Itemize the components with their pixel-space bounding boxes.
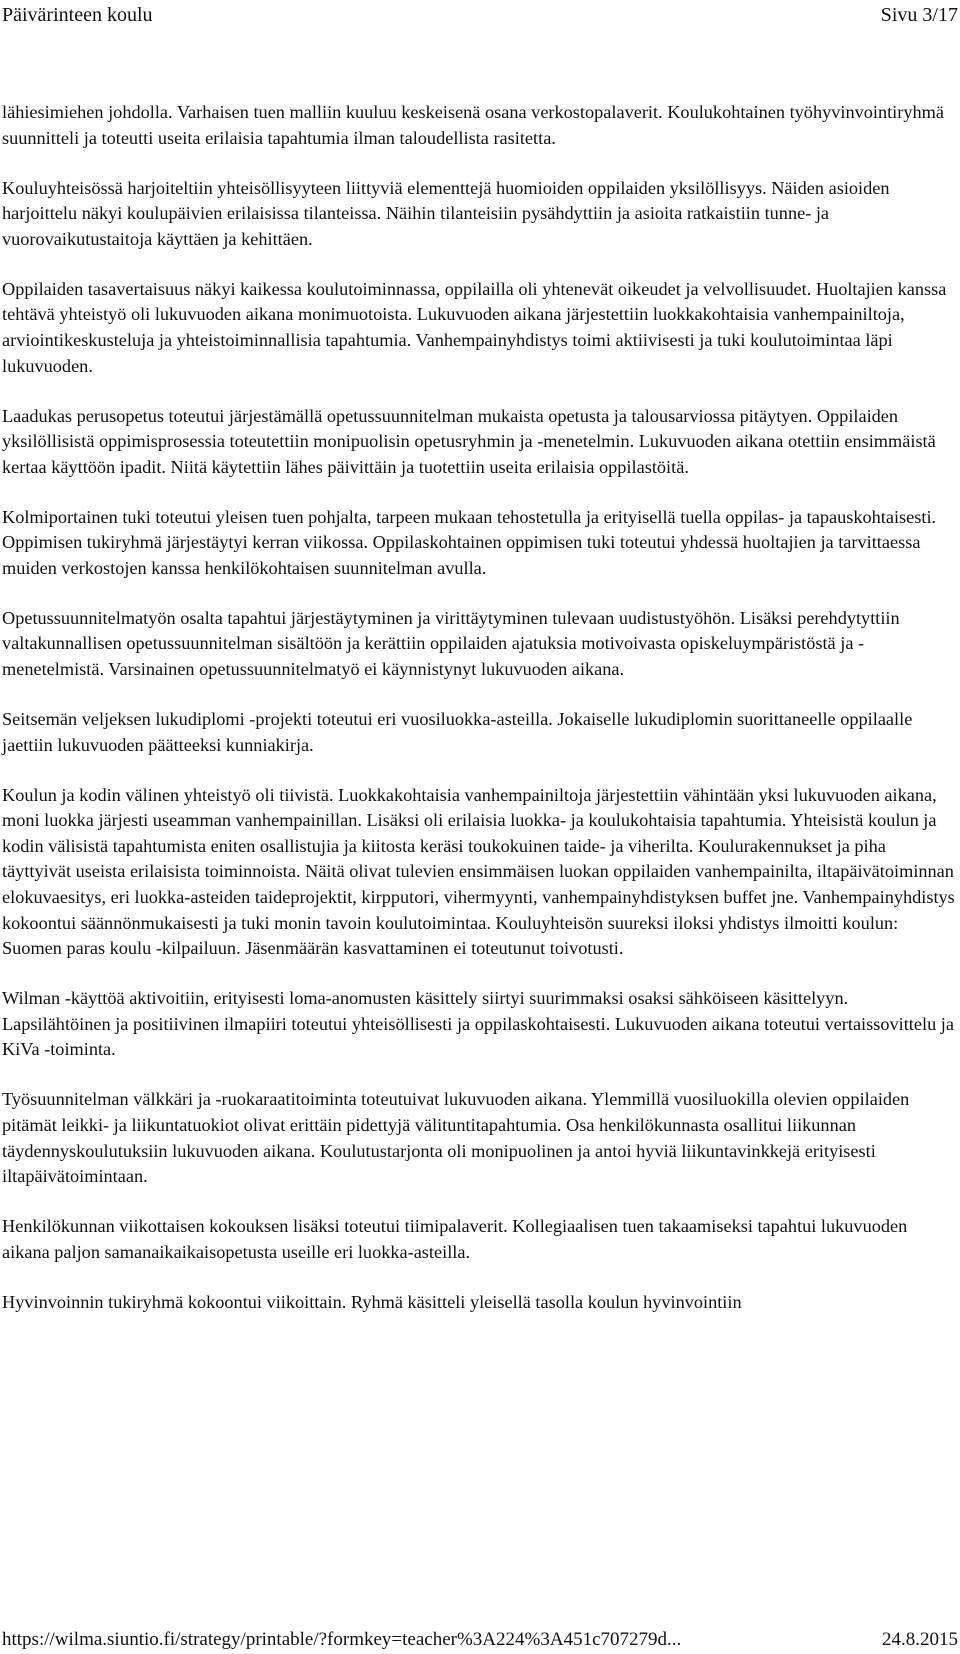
print-url: https://wilma.siuntio.fi/strategy/printable/?formkey=teacher%3A224%3A451c707279d... (2, 1629, 682, 1650)
page-footer (2, 1626, 958, 1652)
school-title: Päivärinteen koulu (2, 4, 153, 26)
paragraph: Laadukas perusopetus toteutui järjestämällä opetussuunnitelman mukaista opetusta ja talousarviossa pitäytyen. Oppilaiden yksilöllisistä oppimisprosessia toteutettiin monipuolisin opetusryhmin ja -menetelmin. Lukuvuoden aikana otettiin ensimmäistä kertaa käyttöön ipadit. Niitä käytettiin lähes päivittäin ja tuotettiin useita erilaisia oppilastöitä. (2, 405, 936, 477)
paragraph: lähiesimiehen johdolla. Varhaisen tuen malliin kuuluu keskeisenä osana verkostopalaverit. Koulukohtainen työhyvinvointiryhmä suunnitteli ja toteutti useita erilaisia tapahtumia ilman taloudellista rasitetta. (2, 102, 944, 148)
paragraph: Wilman -käyttöä aktivoitiin, erityisesti loma-anomusten käsittely siirtyi suurimmaksi osaksi sähköiseen käsittelyyn. Lapsilähtöinen ja positiivinen ilmapiiri toteutui yhteisöllisesti ja oppilaskohtaisesti. Lukuvuoden aikana toteutui vertaissovittelu ja KiVa -toiminta. (2, 988, 954, 1060)
page-number: Sivu 3/17 (880, 4, 958, 26)
paragraph: Oppilaiden tasavertaisuus näkyi kaikessa koulutoiminnassa, oppilailla oli yhtenevät oikeudet ja velvollisuudet. Huoltajien kanssa tehtävä yhteistyö oli lukuvuoden aikana monimuotoista. Lukuvuoden aikana järjestettiin luokkakohtaisia vanhempainiltoja, arviointikeskusteluja ja yhteistoiminnallisia tapahtumia. Vanhempainyhdistys toimi aktiivisesti ja tuki koulutoimintaa läpi lukuvuoden. (2, 278, 947, 376)
document-body (2, 100, 956, 1340)
page-header (2, 2, 958, 32)
paragraph: Seitsemän veljeksen lukudiplomi -projekti toteutui eri vuosiluokka-asteilla. Jokaiselle lukudiplomin suorittaneelle oppilaalle jaettiin lukuvuoden päätteeksi kunniakirja. (2, 709, 913, 755)
print-date: 24.8.2015 (882, 1629, 958, 1650)
paragraph: Hyvinvoinnin tukiryhmä kokoontui viikoittain. Ryhmä käsitteli yleisellä tasolla koulun hyvinvointiin (2, 1291, 742, 1312)
paragraph: Kouluyhteisössä harjoiteltiin yhteisöllisyyteen liittyviä elementtejä huomioiden oppilaiden yksilöllisyys. Näiden asioiden harjoittelu näkyi koulupäivien erilaisissa tilanteissa. Näihin tilanteisiin pysähdyttiin ja asioita ratkaistiin tunne- ja vuorovaikutustaitoja käyttäen ja kehittäen. (2, 177, 890, 249)
paragraph: Henkilökunnan viikottaisen kokouksen lisäksi toteutui tiimipalaverit. Kollegiaalisen tuen takaamiseksi tapahtui lukuvuoden aikana paljon samanaikaikaisopetusta useille eri luokka-asteilla. (2, 1216, 908, 1262)
paragraph: Opetussuunnitelmatyön osalta tapahtui järjestäytyminen ja virittäytyminen tulevaan uudistustyöhön. Lisäksi perehdytyttiin valtakunnallisen opetussuunnitelman sisältöön ja kerättiin oppilaiden ajatuksia motivoivasta opiskeluympäristöstä ja -menetelmistä. Varsinainen opetussuunnitelmatyö ei käynnistynyt lukuvuoden aikana. (2, 607, 900, 680)
paragraph: Kolmiportainen tuki toteutui yleisen tuen pohjalta, tarpeen mukaan tehostetulla ja erityisellä tuella oppilas- ja tapauskohtaisesti. Oppimisen tukiryhmä järjestäytyi kerran viikossa. Oppilaskohtainen oppimisen tuki toteutui yhdessä huoltajien ja tarvittaessa muiden verkostojen kanssa henkilökohtaisen suunnitelman avulla. (2, 506, 937, 578)
paragraph: Työsuunnitelman välkkäri ja -ruokaraatitoiminta toteutuivat lukuvuoden aikana. Ylemmillä vuosiluokilla olevien oppilaiden pitämät leikki- ja liikuntatuokiot olivat erittäin pidettyjä välituntitapahtumia. Osa henkilökunnasta osallitui liikunnan täydennyskoulutuksiin lukuvuoden aikana. Koulutustarjonta oli monipuolinen ja antoi hyviä liikuntavinkkejä erityisesti iltapäivätoimintaan. (2, 1089, 910, 1187)
paragraph: Koulun ja kodin välinen yhteistyö oli tiivistä. Luokkakohtaisia vanhempainiltoja järjestettiin vähintään yksi lukuvuoden aikana, moni luokka järjesti useamman vanhempainillan. Lisäksi oli erilaisia luokka- ja koulukohtaisia tapahtumia. Yhteisistä koulun ja kodin välisistä tapahtumista eniten osallistujia ja kiitosta keräsi toukokuinen taide- ja viherilta. Koulurakennukset ja piha täyttyivät useista erilaisista toiminnoista. Näitä olivat tulevien ensimmäisen luokan oppilaiden vanhempainilta, iltapäivätoiminnan elokuvaesitys, eri luokka-asteiden taideprojektit, kirpputori, vihermyynti, vanhempainyhdistyksen buffet jne. Vanhempainyhdistys kokoontui säännönmukaisesti ja tuki monin tavoin koulutoimintaa. Kouluyhteisön suureksi iloksi yhdistys ilmoitti koulun: Suomen paras koulu -kilpailuun. Jäsenmäärän kasvattaminen ei toteutunut toivotusti. (2, 784, 955, 959)
